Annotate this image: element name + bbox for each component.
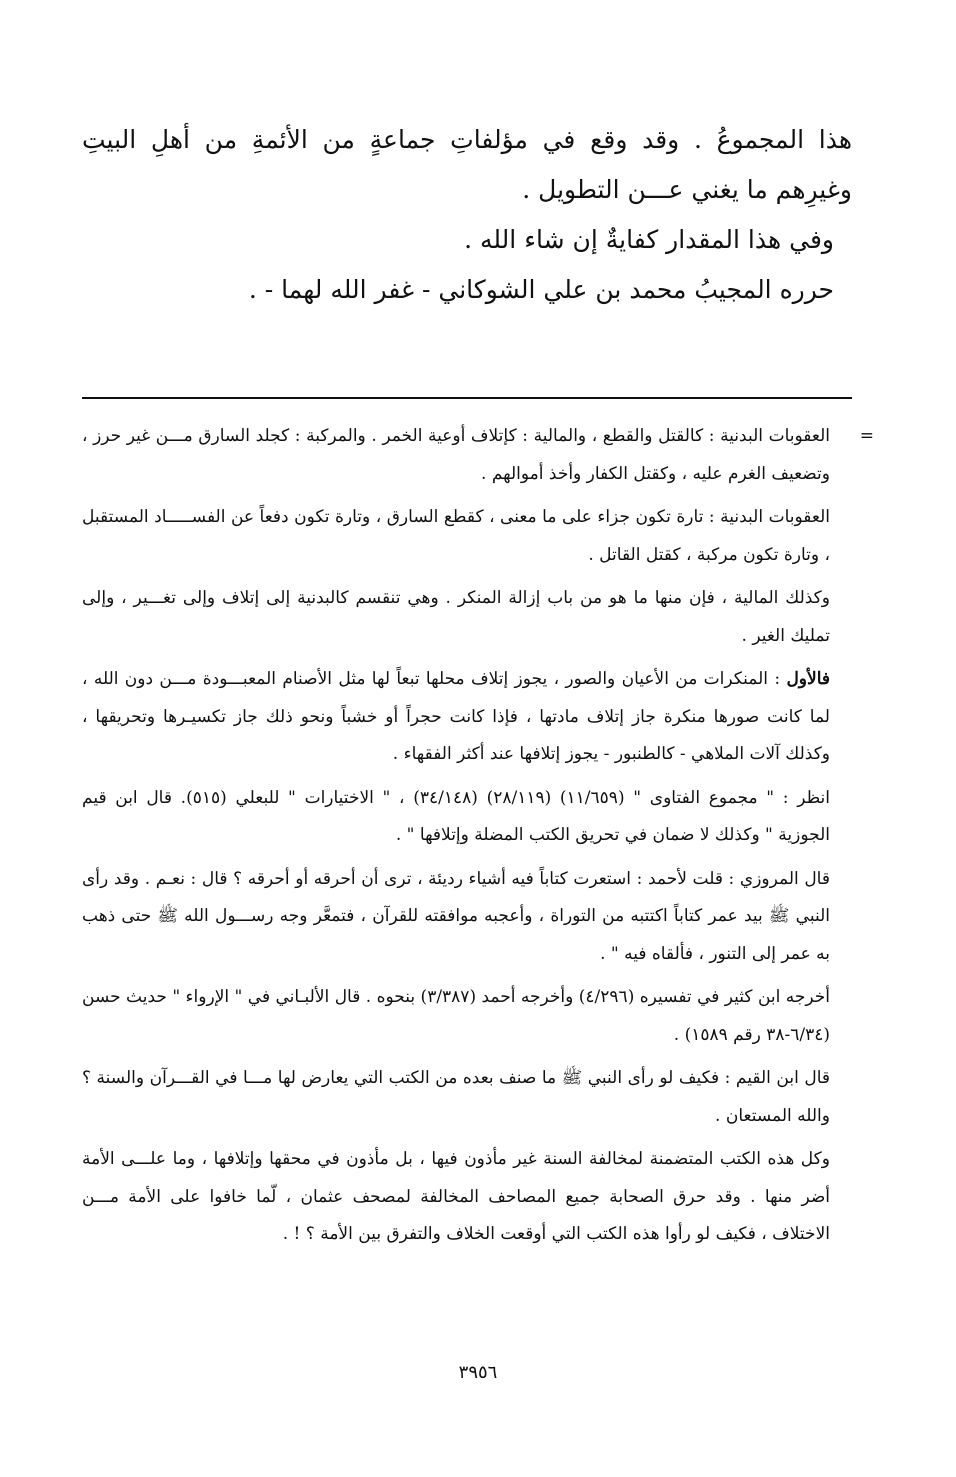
main-text: [82, 115, 852, 315]
footnote-paragraph: [82, 661, 852, 774]
footnote-paragraph: قال ابن القيم : فكيف لو رأى النبي ﷺ ما صنف بعده من الكتب التي يعارض لها مـــا في القـــرآن والسنة ؟ والله المستعان .: [82, 1068, 830, 1126]
footnote-paragraph: قال المروزي : قلت لأحمد : استعرت كتاباً فيه أشياء رديئة ، ترى أن أحرقه أو أحرقه ؟ قال : نعـم . وقد رأى النبي ﷺ بيد عمر كتاباً اكتتبه من التوراة ، وأعجبه موافقته للقرآن ، فتمعَّر وجه رســـول الله ﷺ حتى ذهب به عمر إلى التنور ، فألقاه فيه " .: [82, 868, 830, 964]
bold-lead-word: فالأول: [786, 669, 830, 689]
footnote-block: [82, 418, 874, 1260]
main-paragraph: هذا المجموعُ . وقد وقع في مؤلفاتِ جماعةٍ من الأئمةِ من أهلِ البيتِ وغيرِهم ما يغني عـــن التطويل .: [82, 125, 852, 204]
footnote-text: : المنكرات من الأعيان والصور ، يجوز إتلاف محلها تبعاً لها مثل الأصنام المعبـــودة مـــن دون الله ، لما كانت صورها منكرة جاز إتلاف مادتها ، فإذا كانت حجراً أو خشباً ونحو ذلك جاز تكسيـرها وتحريقها ، وكذلك آلات الملاهي - كالطنبور - يجوز إتلافها عند أكثر الفقهاء .: [82, 669, 830, 764]
main-paragraph: حرره المجيبُ محمد بن علي الشوكاني - غفر الله لهما - .: [248, 275, 834, 304]
main-paragraph: وفي هذا المقدار كفايةٌ إن شاء الله .: [464, 225, 834, 254]
page-number: ٣٩٥٦: [458, 1362, 498, 1383]
footnote-paragraph: وكل هذه الكتب المتضمنة لمخالفة السنة غير مأذون فيها ، بل مأذون في محقها وإتلافها ، وما علـــى الأمة أضر منها . وقد حرق الصحابة جميع المصاحف المخالفة لمصحف عثمان ، لّما خافوا على الأمة مـــن الاختلاف ، فكيف لو رأوا هذه الكتب التي أوقعت الخلاف والتفرق بين الأمة ؟ ! .: [82, 1149, 830, 1244]
footnote-paragraph: أخرجه ابن كثير في تفسيره (٤/٢٩٦) وأخرجه أحمد (٣/٣٨٧) بنحوه . قال الألبـاني في " الإرواء " حديث حسن (٦/٣٤-٣٨ رقم ١٥٨٩) .: [82, 987, 830, 1045]
footnote-text: العقوبات البدنية : كالقتل والقطع ، والمالية : كإتلاف أوعية الخمر . والمركبة : كجلد السارق مـــن غير حرز ، وتضعيف الغرم عليه ، وكقتل الكفار وأخذ أموالهم .: [82, 426, 830, 484]
footnote-paragraph: العقوبات البدنية : تارة تكون جزاء على ما معنى ، كقطع السارق ، وتارة تكون دفعاً عن الفســـــاد المستقبل ، وتارة تكون مركبة ، كقتل القاتل .: [82, 507, 830, 565]
footnote-separator: [82, 397, 852, 399]
footnote-paragraph: [82, 418, 874, 493]
footnote-paragraph: انظر : " مجموع الفتاوى " (١١/٦٥٩) (٢٨/١١٩) (٣٤/١٤٨) ، " الاختيارات " للبعلي (٥١٥). قال ابن قيم الجوزية " وكذلك لا ضمان في تحريق الكتب المضلة وإتلافها " .: [82, 787, 830, 845]
footnote-paragraph: وكذلك المالية ، فإن منها ما هو من باب إزالة المنكر . وهي تنقسم كالبدنية إلى إتلاف وإلى تغـــير ، وإلى تمليك الغير .: [82, 588, 830, 646]
continuation-marker: =: [859, 426, 874, 446]
